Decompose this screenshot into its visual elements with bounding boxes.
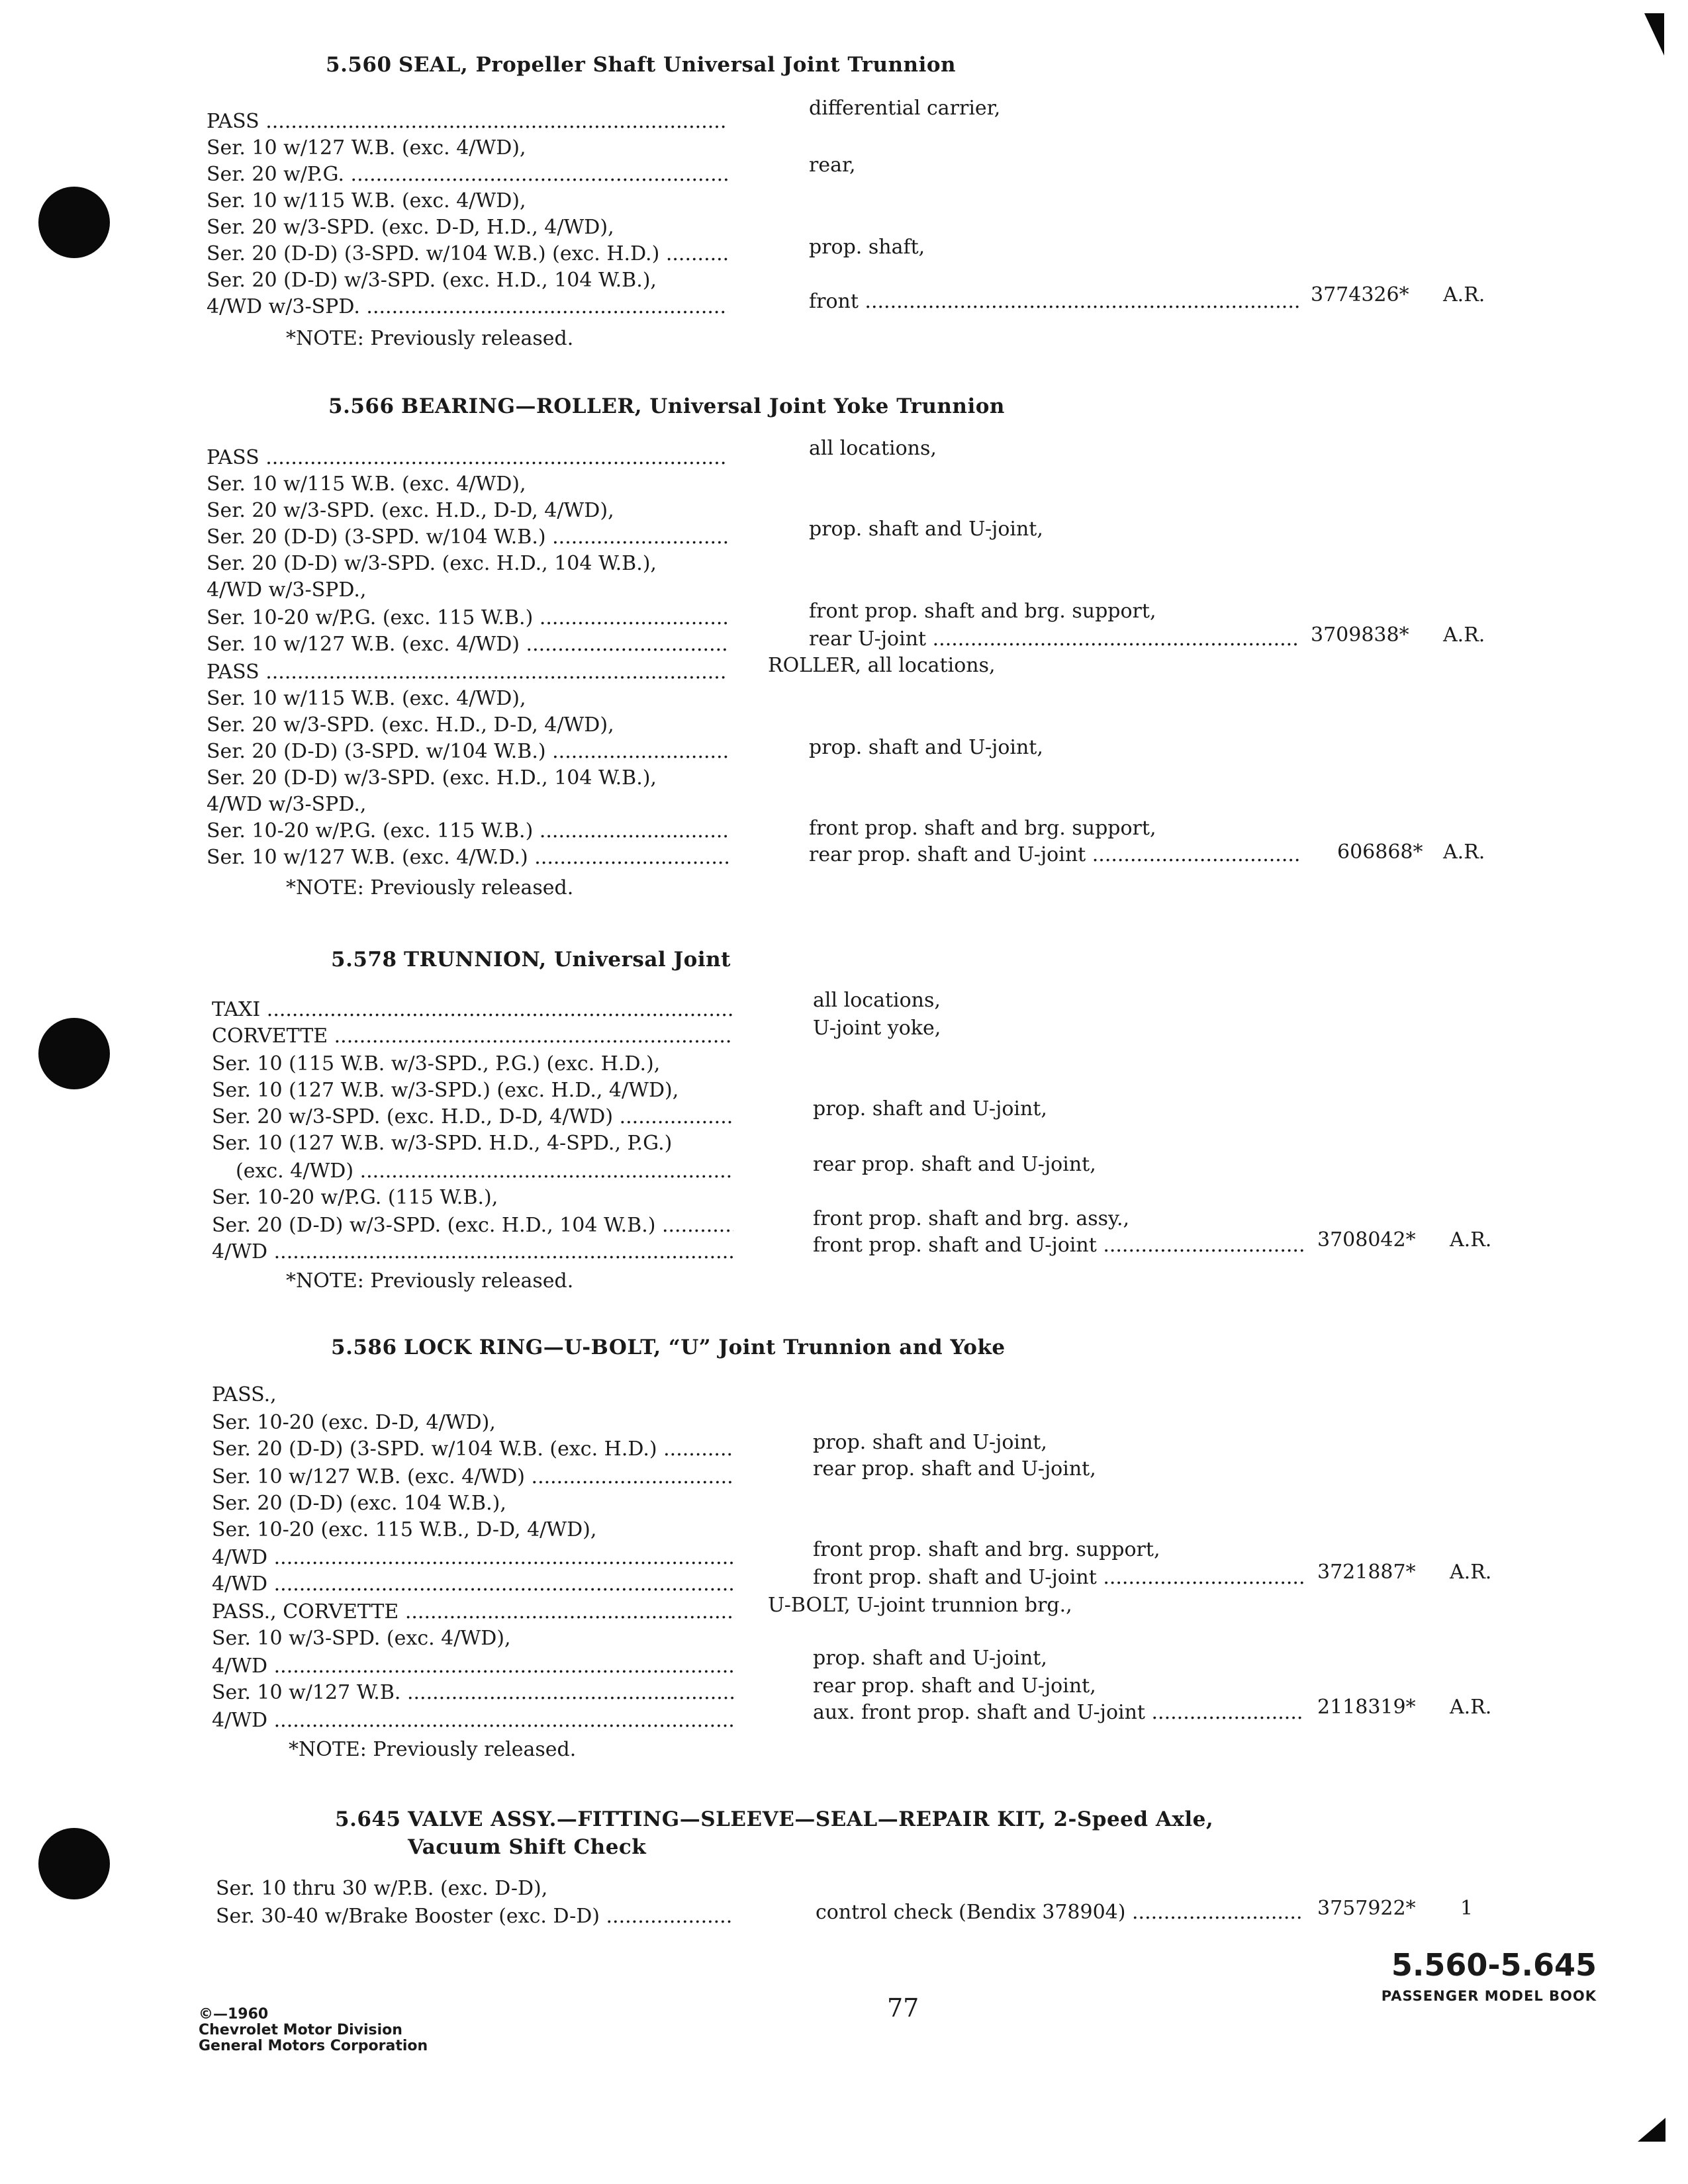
copyright: ©—1960 [199, 2006, 269, 2023]
section-name-continued: Vacuum Shift Check [408, 1835, 647, 1859]
division-name: Chevrolet Motor Division [199, 2022, 402, 2038]
vehicle-line: (exc. 4/WD) ..... [236, 1158, 733, 1185]
location-line: rear, [809, 154, 856, 177]
vehicle-line: Ser. 20 (D-D) w/3-SPD. (exc. H.D., 104 W.B.), [207, 766, 657, 790]
vehicle-line: Ser. 20 (D-D) (3-SPD. w/104 W.B.) ..... [207, 739, 728, 765]
part-number: 3708042* [1317, 1228, 1416, 1251]
corner-mark-bottom [1638, 2118, 1665, 2142]
vehicle-line: Ser. 10 w/115 W.B. (exc. 4/WD), [207, 687, 526, 710]
section-number: 5.586 [331, 1336, 397, 1359]
part-number: 3774326* [1311, 283, 1409, 306]
binder-hole [38, 187, 110, 258]
note: *NOTE: Previously released. [289, 1738, 577, 1761]
note: *NOTE: Previously released. [286, 1269, 574, 1293]
vehicle-line: Ser. 20 (D-D) (3-SPD. w/104 W.B.) (exc. H.D.) ..... [207, 241, 728, 267]
location-line: front prop. shaft and brg. support, [809, 600, 1156, 623]
section-title [335, 1805, 1213, 1861]
part-number: 606868* [1337, 841, 1423, 864]
note: *NOTE: Previously released. [286, 876, 574, 899]
vehicle-line: Ser. 20 w/3-SPD. (exc. H.D., D-D, 4/WD), [207, 713, 614, 737]
quantity: A.R. [1450, 1696, 1492, 1719]
vehicle-line: Ser. 10 w/115 W.B. (exc. 4/WD), [207, 473, 526, 496]
part-number: 3757922* [1317, 1897, 1416, 1920]
vehicle-line: Ser. 20 (D-D) w/3-SPD. (exc. H.D., 104 W.B.) ..... [212, 1212, 733, 1239]
vehicle-line: 4/WD w/3-SPD., [207, 793, 367, 816]
vehicle-line: Ser. 10 w/3-SPD. (exc. 4/WD), [212, 1627, 511, 1650]
vehicle-line: Ser. 10 (127 W.B. w/3-SPD.) (exc. H.D., 4/WD), [212, 1079, 679, 1102]
vehicle-line: Ser. 10 w/127 W.B. (exc. 4/WD) ..... [207, 631, 728, 658]
section-name: LOCK RING—U-BOLT, “U” Joint Trunnion and Yoke [404, 1336, 1006, 1359]
location-line: prop. shaft and U-joint, [813, 1647, 1047, 1670]
vehicle-line: Ser. 20 (D-D) w/3-SPD. (exc. H.D., 104 W.B.), [207, 269, 657, 292]
location-line: aux. front prop. shaft and U-joint ..... [813, 1700, 1304, 1726]
vehicle-line: TAXI ..... [212, 997, 733, 1023]
location-line: rear prop. shaft and U-joint, [813, 1153, 1096, 1176]
section-number: 5.560 [326, 53, 392, 77]
location-line: front prop. shaft and U-joint ..... [813, 1232, 1304, 1259]
quantity: A.R. [1443, 841, 1485, 864]
vehicle-line: PASS ..... [207, 445, 728, 471]
vehicle-line: 4/WD w/3-SPD. ..... [207, 294, 728, 320]
vehicle-line: 4/WD ..... [212, 1571, 733, 1598]
location-line: all locations, [813, 989, 941, 1012]
location-line: U-BOLT, U-joint trunnion brg., [768, 1594, 1072, 1617]
vehicle-line: Ser. 20 (D-D) (exc. 104 W.B.), [212, 1492, 506, 1515]
vehicle-line: Ser. 10-20 w/P.G. (exc. 115 W.B.) ..... [207, 605, 728, 631]
vehicle-line: Ser. 10 w/115 W.B. (exc. 4/WD), [207, 189, 526, 212]
vehicle-line: PASS., CORVETTE ..... [212, 1599, 733, 1625]
vehicle-line: Ser. 10-20 w/P.G. (115 W.B.), [212, 1186, 498, 1209]
corporation-name: General Motors Corporation [199, 2038, 428, 2054]
location-line: rear prop. shaft and U-joint, [813, 1457, 1096, 1480]
vehicle-line: Ser. 10 thru 30 w/P.B. (exc. D-D), [216, 1877, 548, 1900]
vehicle-line: PASS ..... [207, 109, 728, 135]
vehicle-line: PASS ..... [207, 659, 728, 686]
footer-publisher [199, 2007, 428, 2054]
vehicle-line: PASS., [212, 1383, 277, 1406]
section-title [328, 394, 1005, 418]
vehicle-line: Ser. 20 w/3-SPD. (exc. H.D., D-D, 4/WD), [207, 499, 614, 522]
vehicle-line: 4/WD ..... [212, 1653, 733, 1680]
section-name: SEAL, Propeller Shaft Universal Joint Trunnion [399, 53, 957, 77]
location-line: rear prop. shaft and U-joint, [813, 1674, 1096, 1698]
vehicle-line: Ser. 30-40 w/Brake Booster (exc. D-D) ..... [216, 1903, 733, 1930]
section-number: 5.566 [328, 394, 395, 418]
vehicle-line: 4/WD ..... [212, 1707, 733, 1734]
binder-hole [38, 1018, 110, 1089]
note: *NOTE: Previously released. [286, 327, 574, 350]
quantity: A.R. [1443, 623, 1485, 647]
location-line: front prop. shaft and brg. assy., [813, 1207, 1130, 1230]
binder-hole [38, 1828, 110, 1899]
vehicle-line: Ser. 10 w/127 W.B. ..... [212, 1680, 733, 1706]
location-line: prop. shaft and U-joint, [809, 736, 1043, 759]
location-line: prop. shaft and U-joint, [813, 1431, 1047, 1454]
section-name: TRUNNION, Universal Joint [404, 948, 731, 972]
page-range: 5.560-5.645 [1391, 1947, 1597, 1983]
vehicle-line: Ser. 10-20 w/P.G. (exc. 115 W.B.) ..... [207, 818, 728, 844]
quantity: A.R. [1450, 1561, 1492, 1584]
location-line: differential carrier, [809, 97, 1001, 120]
location-line: prop. shaft, [809, 236, 925, 259]
vehicle-line: Ser. 20 w/3-SPD. (exc. D-D, H.D., 4/WD), [207, 216, 614, 239]
vehicle-line: Ser. 20 (D-D) w/3-SPD. (exc. H.D., 104 W.B.), [207, 552, 657, 575]
location-line: ROLLER, all locations, [768, 654, 996, 677]
vehicle-line: Ser. 20 w/3-SPD. (exc. H.D., D-D, 4/WD) ..... [212, 1104, 733, 1130]
page-number: 77 [887, 1993, 919, 2023]
quantity: 1 [1460, 1897, 1474, 1920]
quantity: A.R. [1443, 283, 1485, 306]
vehicle-line: Ser. 10 w/127 W.B. (exc. 4/WD) ..... [212, 1464, 733, 1490]
vehicle-line: Ser. 20 (D-D) (3-SPD. w/104 W.B. (exc. H.D.) ..... [212, 1436, 733, 1463]
vehicle-line: Ser. 10-20 (exc. 115 W.B., D-D, 4/WD), [212, 1518, 597, 1541]
location-line: prop. shaft and U-joint, [813, 1097, 1047, 1120]
location-line: rear prop. shaft and U-joint ..... [809, 842, 1300, 868]
vehicle-line: Ser. 10 (127 W.B. w/3-SPD. H.D., 4-SPD., P.G.) [212, 1132, 673, 1155]
section-number: 5.645 [335, 1807, 401, 1831]
quantity: A.R. [1450, 1228, 1492, 1251]
vehicle-line: 4/WD w/3-SPD., [207, 578, 367, 602]
section-name: VALVE ASSY.—FITTING—SLEEVE—SEAL—REPAIR KIT, 2-Speed Axle, [408, 1807, 1214, 1831]
vehicle-line: Ser. 10-20 (exc. D-D, 4/WD), [212, 1411, 496, 1434]
location-line: front prop. shaft and brg. support, [809, 817, 1156, 840]
location-line: all locations, [809, 437, 937, 460]
part-number: 2118319* [1317, 1696, 1416, 1719]
vehicle-line: CORVETTE ..... [212, 1023, 733, 1050]
location-line: front ..... [809, 289, 1300, 315]
section-name: BEARING—ROLLER, Universal Joint Yoke Trunnion [401, 394, 1005, 418]
location-line: front prop. shaft and brg. support, [813, 1538, 1160, 1561]
vehicle-line: Ser. 10 (115 W.B. w/3-SPD., P.G.) (exc. H.D.), [212, 1052, 661, 1075]
location-line: rear U-joint ..... [809, 626, 1300, 653]
section-title [331, 1336, 1006, 1359]
vehicle-line: Ser. 10 w/127 W.B. (exc. 4/W.D.) ..... [207, 844, 728, 871]
location-line: prop. shaft and U-joint, [809, 518, 1043, 541]
section-title [331, 948, 731, 972]
vehicle-line: 4/WD ..... [212, 1545, 733, 1571]
location-line: front prop. shaft and U-joint ..... [813, 1565, 1304, 1591]
vehicle-line: Ser. 20 w/P.G. ..... [207, 161, 728, 188]
section-number: 5.578 [331, 948, 397, 972]
location-line: control check (Bendix 378904) ..... [816, 1899, 1304, 1926]
book-title: PASSENGER MODEL BOOK [1381, 1988, 1597, 2004]
part-number: 3709838* [1311, 623, 1409, 647]
vehicle-line: Ser. 20 (D-D) (3-SPD. w/104 W.B.) ..... [207, 524, 728, 551]
part-number: 3721887* [1317, 1561, 1416, 1584]
vehicle-line: 4/WD ..... [212, 1239, 733, 1265]
section-title [326, 53, 956, 77]
location-line: U-joint yoke, [813, 1017, 941, 1040]
vehicle-line: Ser. 10 w/127 W.B. (exc. 4/WD), [207, 136, 526, 159]
corner-mark-top [1644, 13, 1664, 56]
